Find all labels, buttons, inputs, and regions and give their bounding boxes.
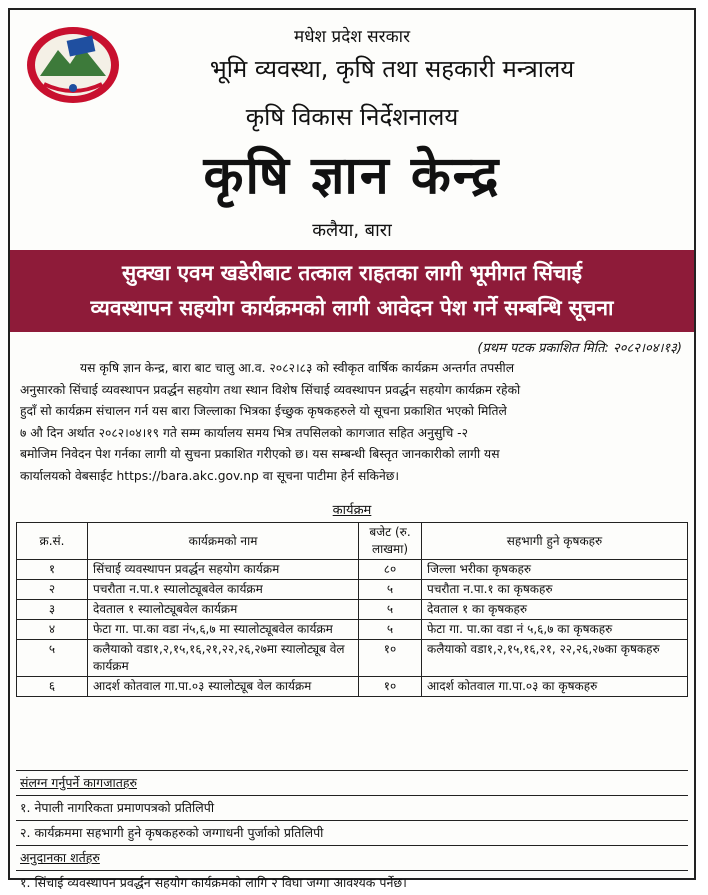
header-budget: बजेट (रु. लाखमा) xyxy=(359,523,422,560)
office-location: कलैया, बारा xyxy=(312,220,392,241)
header-participants: सहभागी हुने कृषकहरु xyxy=(422,523,688,560)
table-title: कार्यक्रम xyxy=(332,503,372,518)
cell-program: देवताल १ स्यालोट्यूबवेल कार्यक्रम xyxy=(88,600,359,620)
intro-line: यस कृषि ज्ञान केन्द्र, बारा बाट चालु आ.व. २०८२।८३ को स्वीकृत वार्षिक कार्यक्रम अन्तर्गत तपसील xyxy=(80,361,515,375)
program-table xyxy=(16,522,688,697)
intro-line: हुदाँ सो कार्यक्रम संचालन गर्न यस बारा जिल्लाका भित्रका ईच्छुक कृषकहरुले यो सूचना प्रकाशित भएको मितिले xyxy=(20,404,507,418)
cell-serial: ३ xyxy=(17,600,88,620)
province-name: मधेश प्रदेश सरकार xyxy=(293,27,411,47)
table-row xyxy=(17,620,688,640)
table-row xyxy=(17,640,688,677)
cell-serial: ६ xyxy=(17,677,88,697)
published-date: (प्रथम पटक प्रकाशित मिति: २०८२।०४।१३) xyxy=(477,341,682,356)
cell-program: फेटा गा. पा.का वडा नं५,६,७ मा स्यालोट्यूबवेल कार्यक्रम xyxy=(88,620,359,640)
cell-budget: १० xyxy=(359,640,422,677)
banner-line-1: सुक्खा एवम खडेरीबाट तत्काल राहतका लागी भूमीगत सिंचाई xyxy=(122,261,582,285)
cell-serial: ५ xyxy=(17,640,88,677)
directorate-name: कृषि विकास निर्देशनालय xyxy=(245,103,459,131)
table-row xyxy=(17,600,688,620)
notice-page xyxy=(8,8,696,890)
cell-budget: ५ xyxy=(359,600,422,620)
cell-participants: आदर्श कोतवाल गा.पा.०३ का कृषकहरु xyxy=(422,677,688,697)
document-item: १. नेपाली नागरिकता प्रमाणपत्रको प्रतिलिपी xyxy=(16,795,688,820)
table-row xyxy=(17,560,688,580)
intro-paragraph xyxy=(20,358,684,487)
cell-participants: पचरौता न.पा.१ का कृषकहरु xyxy=(422,580,688,600)
intro-line: बमोजिम निवेदन पेश गर्नका लागी यो सुचना प्रकाशित गरीएको छ। यस सम्बन्धी बिस्तृत जानकारीको लागी यस xyxy=(20,447,500,461)
table-row xyxy=(17,580,688,600)
ministry-name: भूमि व्यवस्था, कृषि तथा सहकारी मन्त्रालय xyxy=(209,55,575,83)
cell-budget: ५ xyxy=(359,580,422,600)
banner-line-2: व्यवस्थापन सहयोग कार्यक्रमको लागी आवेदन पेश गर्ने सम्बन्धि सूचना xyxy=(90,296,614,320)
header-program: कार्यक्रमको नाम xyxy=(88,523,359,560)
document-item: २. कार्यक्रममा सहभागी हुने कृषकहरुको जग्गाधनी पुर्जाको प्रतिलिपी xyxy=(16,820,688,845)
cell-program: पचरौता न.पा.१ स्यालोट्यूबवेल कार्यक्रम xyxy=(88,580,359,600)
cell-serial: २ xyxy=(17,580,88,600)
cell-program: सिंचाई व्यवस्थापन प्रवर्द्धन सहयोग कार्यक्रम xyxy=(88,560,359,580)
cell-participants: फेटा गा. पा.का वडा नं ५,६,७ का कृषकहरु xyxy=(422,620,688,640)
intro-line: कार्यालयको वेबसाईट https://bara.akc.gov.np वा सूचना पाटीमा हेर्न सकिनेछ। xyxy=(20,468,400,483)
cell-participants: देवताल १ का कृषकहरु xyxy=(422,600,688,620)
header-serial: क्र.सं. xyxy=(17,523,88,560)
cell-budget: १० xyxy=(359,677,422,697)
cell-budget: ८० xyxy=(359,560,422,580)
intro-line: ७ औ दिन अर्थात २०८२।०४।१९ गते सम्म कार्यालय समय भित्र तपसिलको कागजात सहित अनुसुचि -२ xyxy=(20,425,468,440)
cell-program: कलैयाको वडा१,२,१५,१६,२१,२२,२६,२७मा स्यालोट्यूब वेल कार्यक्रम xyxy=(88,640,359,677)
grant-item: १. सिंचाई व्यवस्थापन प्रवर्द्धन सहयोग कार्यक्रमको लागि २ विघा जग्गा आवश्यक पर्नेछ। xyxy=(16,870,688,895)
intro-line: अनुसारको सिंचाई व्यवस्थापन प्रवर्द्धन सहयोग तथा स्थान विशेष सिंचाई व्यवस्थापन प्रवर्द्धन सहयोग कार्यक्रम रहेको xyxy=(20,382,521,397)
office-name: कृषि ज्ञान केन्द्र xyxy=(203,146,501,206)
documents-heading: संलग्न गर्नुपर्ने कागजातहरु xyxy=(16,770,688,795)
cell-participants: कलैयाको वडा१,२,१५,१६,२१, २२,२६,२७का कृषकहरु xyxy=(422,640,688,677)
cell-serial: १ xyxy=(17,560,88,580)
cell-participants: जिल्ला भरीका कृषकहरु xyxy=(422,560,688,580)
notice-title-banner xyxy=(10,250,694,332)
table-row xyxy=(17,677,688,697)
cell-budget: ५ xyxy=(359,620,422,640)
grant-heading: अनुदानका शर्तहरु xyxy=(16,845,688,870)
documents-section xyxy=(16,770,688,895)
cell-serial: ४ xyxy=(17,620,88,640)
cell-program: आदर्श कोतवाल गा.पा.०३ स्यालोट्यूब वेल कार्यक्रम xyxy=(88,677,359,697)
table-header-row xyxy=(17,523,688,560)
